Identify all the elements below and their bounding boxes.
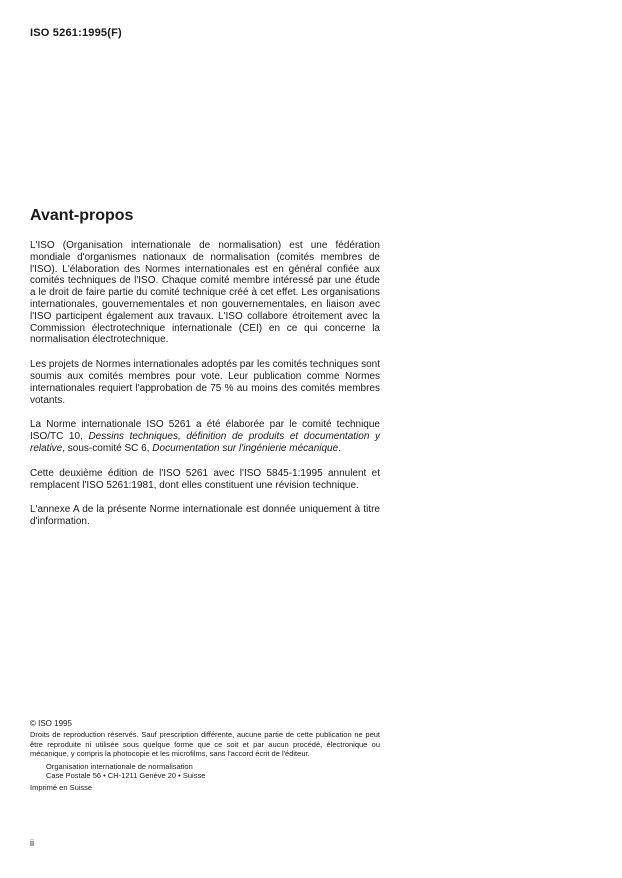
document-header: ISO 5261:1995(F) — [30, 27, 122, 39]
committee-middle-text: , sous-comité SC 6, — [62, 442, 153, 454]
publisher-address: Case Postale 56 • CH-1211 Genève 20 • Suisse — [46, 771, 206, 781]
paragraph-committee — [30, 419, 380, 454]
foreword-body — [30, 240, 380, 541]
committee-end-text: . — [338, 442, 341, 454]
publisher-organisation: Organisation internationale de normalisation — [46, 761, 193, 771]
page-number: ii — [30, 838, 34, 848]
subcommittee-title: Documentation sur l'ingénierie mécanique — [152, 442, 339, 454]
committee-intro-text: La Norme internationale ISO 5261 a été élaborée par le comité technique ISO/TC 10, — [30, 419, 380, 443]
copyright-notice: © ISO 1995 — [30, 719, 72, 728]
paragraph-draft-approval: Les projets de Normes internationales adoptés par les comités techniques sont soumis aux comités membres pour vote. Leur publication comme Normes internationales requiert l'approbation de 75 % au moins des comités membres votants. — [30, 359, 380, 406]
paragraph-edition: Cette deuxième édition de l'ISO 5261 avec l'ISO 5845-1:1995 annulent et remplacent l'ISO 5261:1981, dont elles constituent une révision technique. — [30, 467, 380, 491]
page-title: Avant-propos — [30, 207, 134, 224]
rights-statement: Droits de reproduction réservés. Sauf prescription différente, aucune partie de cette publication ne peut être reproduite ni utilisée sous quelque forme que ce soit et par aucun procédé, électronique ou mécanique, y compris la photocopie et les microfilms, sans l'accord écrit de l'éditeur. — [30, 730, 380, 759]
paragraph-iso-description: L'ISO (Organisation internationale de normalisation) est une fédération mondiale d'organismes nationaux de normalisation (comités membres de l'ISO). L'élaboration des Normes internationales est en général confiée aux comités techniques de l'ISO. Chaque comité membre intéressé par une étude a le droit de faire partie du comité technique créé à cet effet. Les organisations internationales, gouvernementales et non gouvernementales, en liaison avec l'ISO participent également aux travaux. L'ISO collabore étroitement avec la Commission électrotechnique internationale (CEI) en ce qui concerne la normalisation électrotechnique. — [30, 240, 380, 346]
committee-title: Dessins techniques, définition de produits et documentation y relative — [30, 431, 380, 454]
printed-in: Imprimé en Suisse — [30, 783, 93, 793]
copyright-footer — [30, 719, 380, 793]
paragraph-annex: L'annexe A de la présente Norme internationale est donnée uniquement à titre d'information. — [30, 504, 380, 528]
